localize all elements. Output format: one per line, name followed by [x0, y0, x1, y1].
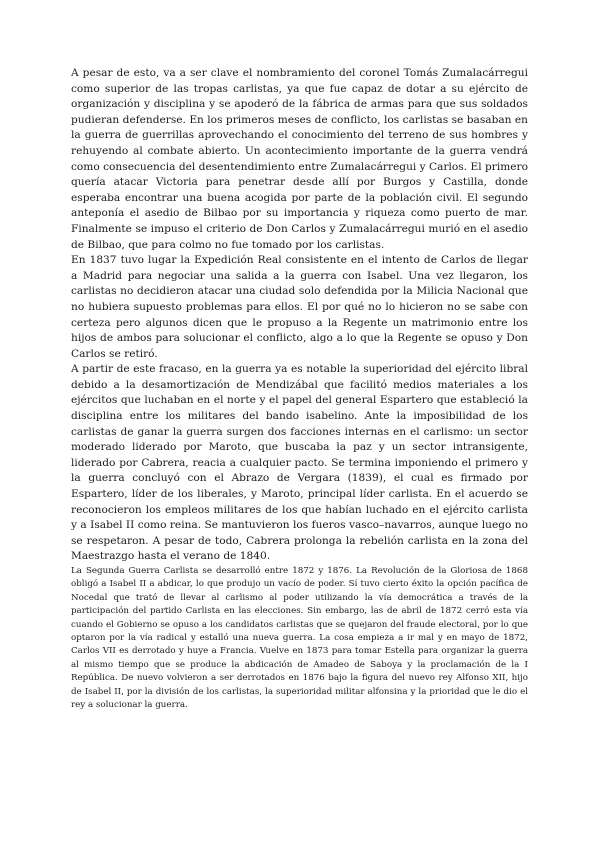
paragraph-segunda-guerra-carlista: La Segunda Guerra Carlista se desarrolló entre 1872 y 1876. La Revolución de la Gloriosa de 1868 obligó a Isabel II a abdicar, lo que produjo un vacío de poder. Sí tuvo cierto éxito la opción pacífica de Nocedal que trató de llevar al carlismo al poder utilizando la vía democrática a través de la participación del partido Carlista en las elecciones. Sin embargo, las de abril de 1872 cerró esta vía cuando el Gobierno se opuso a los candidatos carlistas que se quejaron del fraude electoral, por lo que optaron por la vía radical y estalló una nueva guerra. La cosa empieza a ir mal y en mayo de 1872, Carlos VII es derrotado y huye a Francia. Vuelve en 1873 para tomar Estella para organizar la guerra al mismo tiempo que se produce la abdicación de Amadeo de Saboya y la proclamación de la I República. De nuevo volvieron a ser derrotados en 1876 bajo la figura del nuevo rey Alfonso XII, hijo de Isabel II, por la división de los carlistas, la superioridad militar alfonsina y la prioridad que le dio el rey a solucionar la guerra. [71, 566, 528, 711]
paragraph-expedicion-real: En 1837 tuvo lugar la Expedición Real consistente en el intento de Carlos de llegar a Madrid para negociar una salida a la guerra con Isabel. Una vez llegaron, los carlistas no decidieron atacar una ciudad solo defendida por la Milicia Nacional que no hubiera supuesto problemas para ellos. El por qué no lo hicieron no se sabe con certeza pero algunos dicen que le propuso a la Regente un matrimonio entre los hijos de ambos para solucionar el conflicto, algo a lo que la Regente se opuso y Don Carlos se retiró. [71, 254, 528, 360]
document-body [71, 66, 528, 712]
paragraph-abrazo-vergara: A partir de este fracaso, en la guerra ya es notable la superioridad del ejército libral debido a la desamortización de Mendizábal que facilitó medios materiales a los ejércitos que luchaban en el norte y el papel del general Espartero que estableció la disciplina entre los militares del bando isabelino. Ante la imposibilidad de los carlistas de ganar la guerra surgen dos facciones internas en el carlismo: un sector moderado liderado por Maroto, que buscaba la paz y un sector intransigente, liderado por Cabrera, reacia a cualquier pacto. Se termina imponiendo el primero y la guerra concluyó con el Abrazo de Vergara (1839), el cual es firmado por Espartero, líder de los liberales, y Maroto, principal líder carlista. En el acuerdo se reconocieron los empleos militares de los que habían luchado en el ejército carlista y a Isabel II como reina. Se mantuvieron los fueros vasco–navarros, aunque luego no se respetaron. A pesar de todo, Cabrera prolonga la rebelión carlista en la zona del Maestrazgo hasta el verano de 1840. [71, 363, 528, 563]
paragraph-zumalacarregui: A pesar de esto, va a ser clave el nombramiento del coronel Tomás Zumalacárregui como superior de las tropas carlistas, ya que fue capaz de dotar a su ejército de organización y disciplina y se apoderó de la fábrica de armas para que sus soldados pudieran defenderse. En los primeros meses de conflicto, los carlistas se basaban en la guerra de guerrillas aprovechando el conocimiento del terreno de sus hombres y rehuyendo al combate abierto. Un acontecimiento importante de la guerra vendrá como consecuencia del desentendimiento entre Zumalacárregui y Carlos. El primero quería atacar Victoria para penetrar desde allí por Burgos y Castilla, donde esperaba encontrar una buena acogida por parte de la población civil. El segundo anteponía el asedio de Bilbao por su importancia y riqueza como puerto de mar. Finalmente se impuso el criterio de Don Carlos y Zumalacárregui murió en el asedio de Bilbao, que para colmo no fue tomado por los carlistas. [71, 67, 528, 251]
